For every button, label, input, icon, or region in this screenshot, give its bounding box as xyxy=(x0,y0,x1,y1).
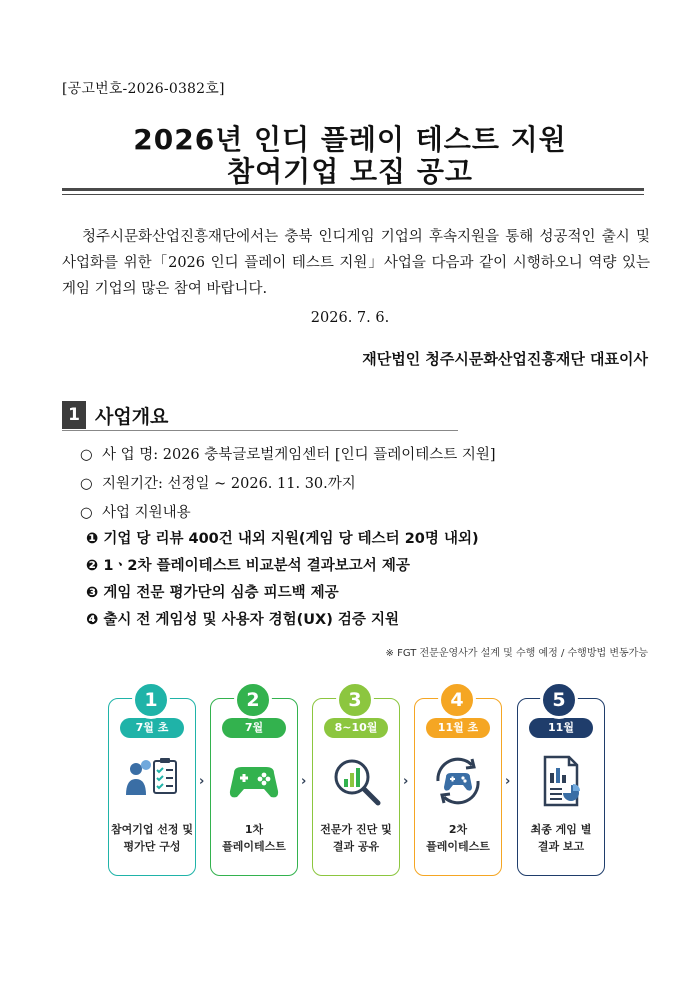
overview-list xyxy=(80,444,496,531)
overview-text: 사업 지원내용 xyxy=(102,505,191,521)
support-item: ❹ 출시 전 게임성 및 사용자 경험(UX) 검증 지원 xyxy=(86,612,399,628)
announcement-date: 2026. 7. 6. xyxy=(310,310,390,326)
process-step-1 xyxy=(108,698,196,876)
section-heading xyxy=(62,401,168,429)
arrow-icon: › xyxy=(199,774,205,789)
gamepad-cycle-icon xyxy=(428,751,488,811)
title-rule-thin xyxy=(62,194,644,195)
step-label: 2차 플레이테스트 xyxy=(426,823,490,853)
magnifier-chart-icon xyxy=(326,751,386,811)
overview-item xyxy=(80,502,496,531)
section-underline xyxy=(62,430,458,431)
step-period-pill: 11월 xyxy=(529,718,593,738)
step-period-pill: 7월 xyxy=(222,718,286,738)
gamepad-icon xyxy=(224,751,284,811)
title-rule-thick xyxy=(62,188,644,191)
step-number-circle: 4 xyxy=(438,681,476,719)
section-title: 사업개요 xyxy=(95,405,169,428)
report-icon xyxy=(531,751,591,811)
overview-text: 지원기간: 선정일 ~ 2026. 11. 30.까지 xyxy=(102,476,356,492)
overview-item xyxy=(80,444,496,473)
process-step-5 xyxy=(517,698,605,876)
step-period-pill: 11월 초 xyxy=(426,718,490,738)
step-number-circle: 1 xyxy=(132,681,170,719)
section-number: 1 xyxy=(62,401,86,429)
intro-paragraph: 청주시문화산업진흥재단에서는 충북 인디게임 기업의 후속지원을 통해 성공적인 출시 및 사업화를 위한「2026 인디 플레이 테스트 지원」사업을 다음과 같이 시행하오니 역량 있는 게임 기업의 많은 참여 바랍니다. xyxy=(62,229,650,297)
step-number-circle: 2 xyxy=(234,681,272,719)
overview-text: 사 업 명: 2026 충북글로벌게임센터 [인디 플레이테스트 지원] xyxy=(102,447,496,463)
process-step-2 xyxy=(210,698,298,876)
arrow-icon: › xyxy=(301,774,307,789)
step-label: 참여기업 선정 및 평가단 구성 xyxy=(110,823,194,853)
footnote: ※ FGT 전문운영사가 설계 및 수행 예정 / 수행방법 변동가능 xyxy=(385,648,648,659)
bullet-marker: ○ xyxy=(80,505,93,521)
page-title-line2: 참여기업 모집 공고 xyxy=(227,155,473,188)
step-label: 전문가 진단 및 결과 공유 xyxy=(320,823,392,853)
arrow-icon: › xyxy=(505,774,511,789)
support-items xyxy=(86,528,479,636)
step-number-circle: 3 xyxy=(336,681,374,719)
signer: 재단법인 청주시문화산업진흥재단 대표이사 xyxy=(362,350,648,368)
step-period-pill: 7월 초 xyxy=(120,718,184,738)
support-item: ❸ 게임 전문 평가단의 심층 피드백 제공 xyxy=(86,585,339,601)
support-item: ❶ 기업 당 리뷰 400건 내외 지원(게임 당 테스터 20명 내외) xyxy=(86,531,479,547)
step-period-pill: 8~10월 xyxy=(324,718,388,738)
step-label: 1차 플레이테스트 xyxy=(222,823,286,853)
bullet-marker: ○ xyxy=(80,476,93,492)
step-label: 최종 게임 별 결과 보고 xyxy=(530,823,592,853)
overview-item xyxy=(80,473,496,502)
step-number-circle: 5 xyxy=(540,681,578,719)
process-step-4 xyxy=(414,698,502,876)
notice-number: [공고번호-2026-0382호] xyxy=(62,81,225,97)
arrow-icon: › xyxy=(403,774,409,789)
page-title-line1: 2026년 인디 플레이 테스트 지원 xyxy=(133,123,567,156)
bullet-marker: ○ xyxy=(80,447,93,463)
support-item: ❷ 1ㆍ2차 플레이테스트 비교분석 결과보고서 제공 xyxy=(86,558,410,574)
process-step-3 xyxy=(312,698,400,876)
people-checklist-icon xyxy=(122,751,182,811)
